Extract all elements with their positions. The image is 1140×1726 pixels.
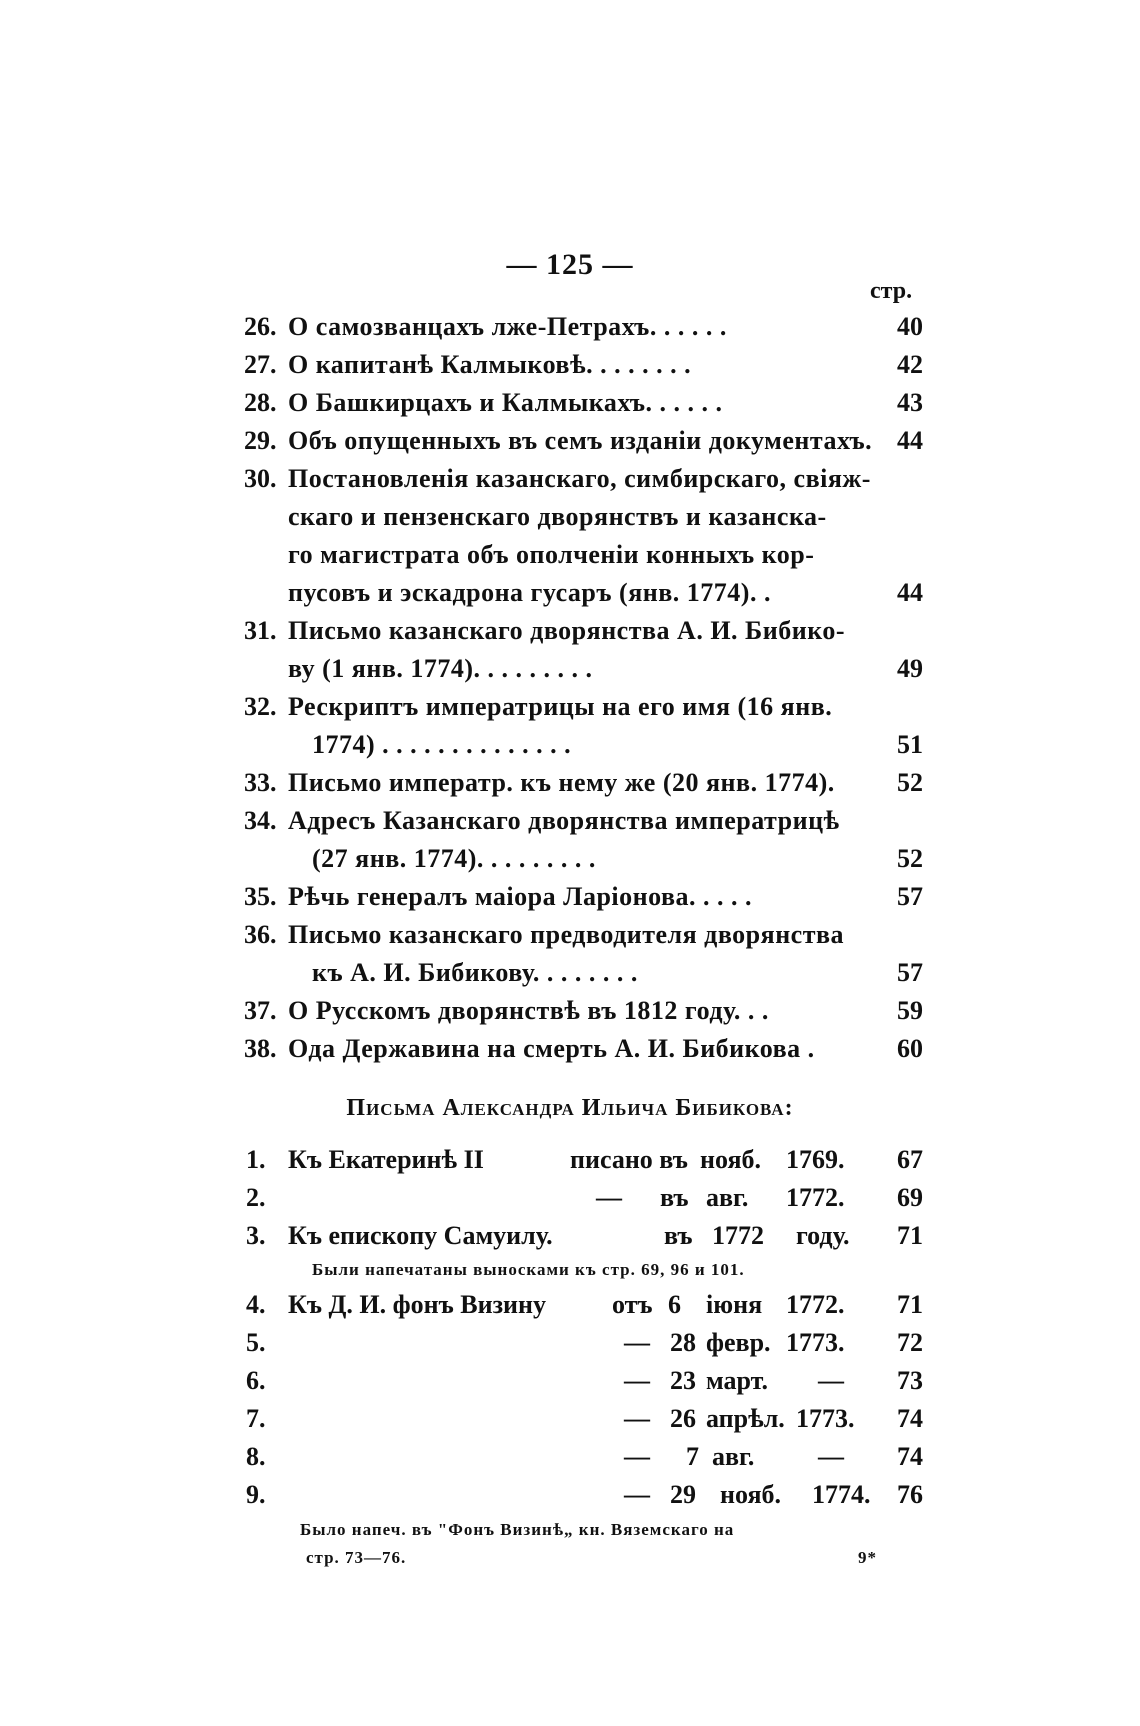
letter-page: 74 xyxy=(897,1404,923,1433)
letter-year: 1772. xyxy=(786,1183,845,1212)
letter-month: нояб. xyxy=(720,1480,782,1509)
letter-year: году. xyxy=(796,1221,850,1250)
entry-title-line: къ А. И. Бибикову. . . . . . . . xyxy=(312,958,638,987)
letter-day: 28 xyxy=(670,1328,696,1357)
letter-number: 7. xyxy=(246,1404,266,1433)
entry-number: 28. xyxy=(244,388,277,417)
entry-number: 33. xyxy=(244,768,277,797)
letter-year: — xyxy=(818,1366,844,1395)
signature-mark: 9* xyxy=(858,1548,877,1567)
letter-month: 1772 xyxy=(712,1221,764,1250)
letter-month: март. xyxy=(706,1366,768,1395)
letter-month: апрѣл. xyxy=(706,1404,785,1433)
entry-title-line: (27 янв. 1774). . . . . . . . . xyxy=(312,844,596,873)
letter-day: 7 xyxy=(686,1442,699,1471)
entry-number: 34. xyxy=(244,806,277,835)
entry-number: 31. xyxy=(244,616,277,645)
entry-number: 35. xyxy=(244,882,277,911)
entry-page: 60 xyxy=(897,1034,923,1063)
letter-recipient: Къ Екатеринѣ II xyxy=(288,1145,484,1174)
letter-day: 6 xyxy=(668,1290,681,1319)
letter-month: іюня xyxy=(706,1290,763,1319)
letter-number: 2. xyxy=(246,1183,266,1212)
entry-title-line: скаго и пензенскаго дворянствъ и казанска- xyxy=(288,502,827,531)
entry-number: 26. xyxy=(244,312,277,341)
entry-number: 27. xyxy=(244,350,277,379)
entry-title-line: Письмо казанскаго дворянства А. И. Бибико- xyxy=(288,616,845,645)
letter-year: 1773. xyxy=(786,1328,845,1357)
letter-month: авг. xyxy=(706,1183,749,1212)
letter-prefix: въ xyxy=(660,1183,689,1212)
entry-title-line: ву (1 янв. 1774). . . . . . . . . xyxy=(288,654,593,683)
letter-recipient: Къ Д. И. фонъ Визину xyxy=(288,1290,546,1319)
letter-page: 69 xyxy=(897,1183,923,1212)
entry-page: 51 xyxy=(897,730,923,759)
entry-page: 42 xyxy=(897,350,923,379)
entry-page: 52 xyxy=(897,844,923,873)
letter-prefix: отъ xyxy=(612,1290,653,1319)
entry-title-line: го магистрата объ ополченіи конныхъ кор- xyxy=(288,540,815,569)
entry-title: Рѣчь генералъ маіора Ларіонова. . . . . xyxy=(288,882,753,911)
ditto-dash: — xyxy=(624,1442,650,1471)
letter-prefix: писано въ xyxy=(570,1145,688,1174)
entry-title-line: Письмо казанскаго предводителя дворянства xyxy=(288,920,845,949)
letter-number: 8. xyxy=(246,1442,266,1471)
entry-page: 43 xyxy=(897,388,923,417)
entry-number: 37. xyxy=(244,996,277,1025)
entry-page: 57 xyxy=(897,882,923,911)
entry-number: 36. xyxy=(244,920,277,949)
entry-page: 59 xyxy=(897,996,923,1025)
letter-year: 1769. xyxy=(786,1145,845,1174)
letters-section-title: Письма Александра Ильича Бибикова: xyxy=(346,1095,794,1121)
ditto-dash: — xyxy=(624,1404,650,1433)
page-column-label: стр. xyxy=(870,278,913,304)
letter-number: 6. xyxy=(246,1366,266,1395)
letter-prefix: въ xyxy=(664,1221,693,1250)
entry-title: О самозванцахъ лже-Петрахъ. . . . . . xyxy=(288,312,727,341)
entry-number: 32. xyxy=(244,692,277,721)
entry-title-line: Рескриптъ императрицы на его имя (16 янв. xyxy=(288,692,833,721)
entry-page: 40 xyxy=(897,312,923,341)
entry-title: Объ опущенныхъ въ семъ изданіи документахъ. xyxy=(288,426,873,455)
letter-page: 72 xyxy=(897,1328,923,1357)
letter-page: 67 xyxy=(897,1145,923,1174)
letter-page: 71 xyxy=(897,1221,923,1250)
letter-day: 23 xyxy=(670,1366,696,1395)
letter-year: 1773. xyxy=(796,1404,855,1433)
entry-page: 44 xyxy=(897,426,923,455)
ditto-dash: — xyxy=(624,1328,650,1357)
page-number-header: — 125 — xyxy=(506,248,634,281)
letter-page: 73 xyxy=(897,1366,923,1395)
entry-title: Письмо императр. къ нему же (20 янв. 1774). xyxy=(288,768,835,797)
letter-day: 26 xyxy=(670,1404,696,1433)
footnote-fonvizin-pages: стр. 73—76. xyxy=(306,1548,407,1567)
letter-month: нояб. xyxy=(700,1145,762,1174)
letter-number: 9. xyxy=(246,1480,266,1509)
letter-month: февр. xyxy=(706,1328,771,1357)
footnote-fonvizin: Было напеч. въ "Фонъ Визинѣ„ кн. Вяземскаго на xyxy=(300,1520,735,1539)
entry-page: 52 xyxy=(897,768,923,797)
letter-month: авг. xyxy=(712,1442,755,1471)
footnote-printed-in: Были напечатаны выносками къ стр. 69, 96 и 101. xyxy=(312,1260,745,1279)
letter-page: 71 xyxy=(897,1290,923,1319)
entry-title-line: пусовъ и эскадрона гусаръ (янв. 1774). . xyxy=(288,578,771,607)
letter-page: 74 xyxy=(897,1442,923,1471)
letter-recipient: Къ епископу Самуилу. xyxy=(288,1221,553,1250)
entry-title-line: 1774) . . . . . . . . . . . . . . xyxy=(312,730,572,759)
letter-year: — xyxy=(818,1442,844,1471)
letter-number: 1. xyxy=(246,1145,266,1174)
entry-number: 30. xyxy=(244,464,277,493)
entry-page: 44 xyxy=(897,578,923,607)
letter-number: 4. xyxy=(246,1290,266,1319)
entry-title: Ода Державина на смерть А. И. Бибикова . xyxy=(288,1034,815,1063)
letter-number: 5. xyxy=(246,1328,266,1357)
entry-number: 38. xyxy=(244,1034,277,1063)
entry-title: О капитанѣ Калмыковѣ. . . . . . . . xyxy=(288,350,692,379)
letter-page: 76 xyxy=(897,1480,923,1509)
entry-title: О Башкирцахъ и Калмыкахъ. . . . . . xyxy=(288,388,723,417)
entry-number: 29. xyxy=(244,426,277,455)
ditto-dash: — xyxy=(596,1183,622,1212)
letter-year: 1774. xyxy=(812,1480,871,1509)
ditto-dash: — xyxy=(624,1366,650,1395)
letter-year: 1772. xyxy=(786,1290,845,1319)
letter-day: 29 xyxy=(670,1480,696,1509)
entry-page: 57 xyxy=(897,958,923,987)
entry-title-line: Адресъ Казанскаго дворянства императрицѣ xyxy=(288,806,840,835)
entry-title: О Русскомъ дворянствѣ въ 1812 году. . . xyxy=(288,996,769,1025)
entry-page: 49 xyxy=(897,654,923,683)
ditto-dash: — xyxy=(624,1480,650,1509)
letter-number: 3. xyxy=(246,1221,266,1250)
entry-title-line: Постановленія казанскаго, симбирскаго, свіяж- xyxy=(288,464,871,493)
